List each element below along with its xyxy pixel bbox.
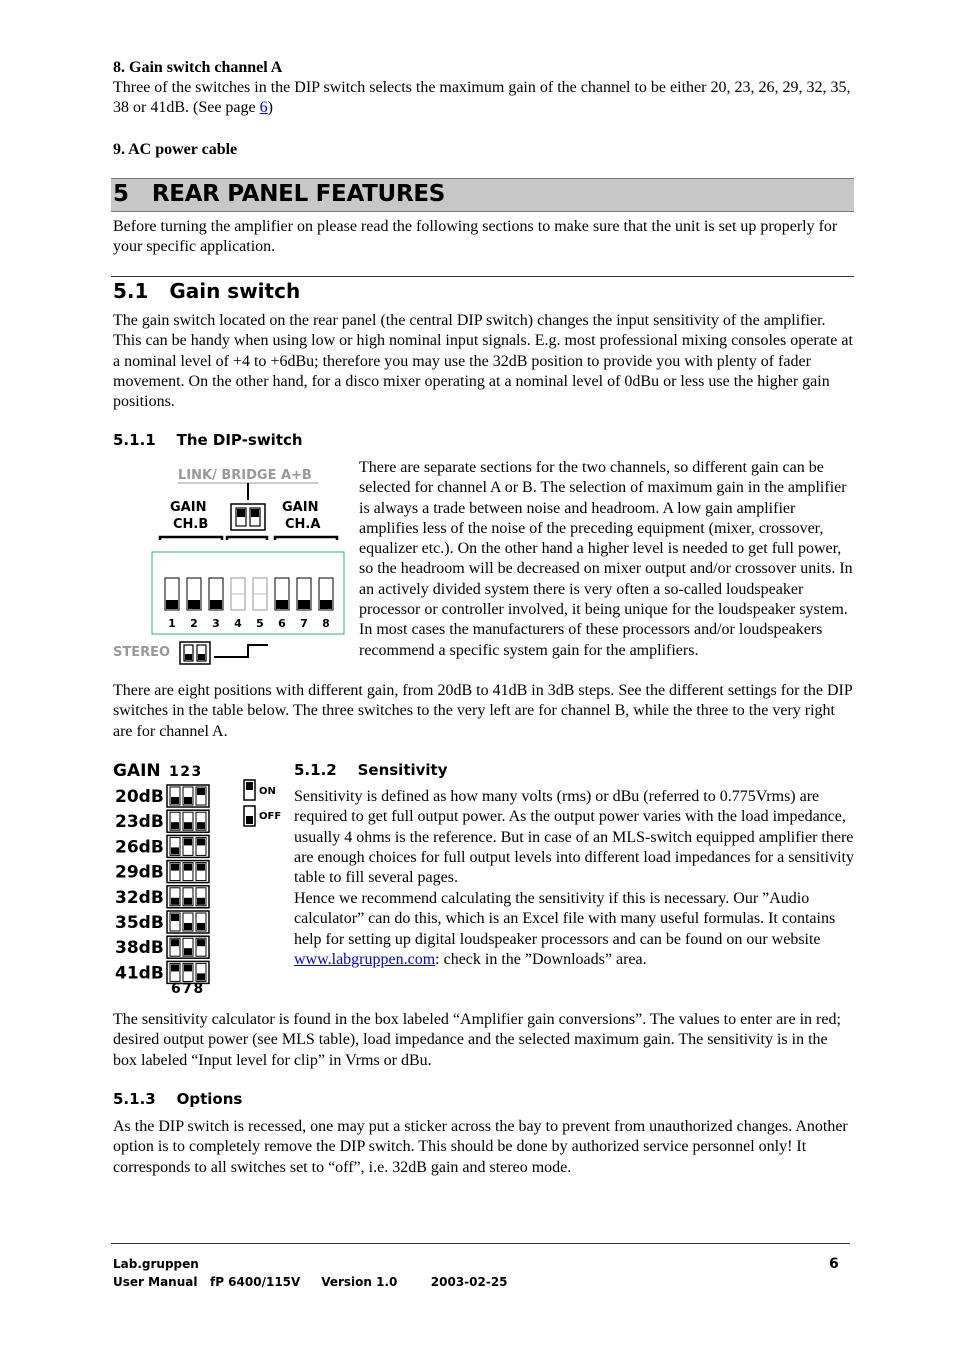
dip-switch-number: 6 (278, 617, 286, 630)
dip-switch (231, 578, 245, 610)
footer-divider (111, 1243, 850, 1244)
item8-text (113, 78, 855, 119)
dip-switch-number: 5 (256, 617, 264, 630)
item8-text-before: Three of the switches in the DIP switch selects the maximum gain of the channel to be either 20, 23, 26, 29, 32, 35, 38 or 41dB. (See page (113, 79, 851, 117)
gain-row-label: 41dB (115, 963, 164, 984)
dip-switch-diagram-svg (110, 460, 350, 670)
off-label: OFF (259, 811, 282, 822)
dip-switch (209, 578, 223, 610)
on-off-legend-svg (240, 778, 290, 830)
section5-1-title: 5.1 Gain switch (113, 279, 301, 303)
gain-table-row (115, 911, 209, 933)
dip-switch-number: 2 (190, 617, 198, 630)
section5-1-3-title: 5.1.3 Options (113, 1090, 243, 1108)
sensitivity-text-1: Sensitivity is defined as how many volts (rms) or dBu (referred to 0.775Vrms) are required to get full output power. As the output power varies with the load impedance, usually 4 ohms is the reference. But in case of an MLS-switch equipped amplifier there are enough choices for full output levels into different load impedances for a sensitivity table to fill several pages. (294, 788, 854, 887)
dip-switch-positions-text: There are eight positions with different gain, from 20dB to 41dB in 3dB steps. See the different settings for the DIP switches in the table below. The three switches to the very left are for channel B, while the three to the very right are for channel A. (113, 682, 853, 740)
gain-row-label: 20dB (115, 787, 164, 807)
dip-switch-number: 3 (212, 617, 220, 630)
footer-company: Lab.gruppen (113, 1257, 199, 1271)
sensitivity-text-2 (294, 889, 856, 970)
gain-table-row (115, 861, 209, 883)
dip-switch-description: There are separate sections for the two channels, so different gain can be selected for channel A or B. The selection of maximum gain in the amplifier is always a trade between noise and headroom. A low gain amplifier amplifies less of the noise of the preceding equipment (mixer, crossover, equalizer etc.). On the other hand a higher level is needed to get full power, so the headroom will be decreased on mixer output and/or crossover units. In an actively divided system there is very often a so-called loudspeaker processor or controller involved, it being unique for the loudspeaker system. In most cases the manufacturers of these processors and/or loudspeakers recommend a specific system gain for the amplifiers. (359, 459, 853, 659)
stereo-label: STEREO (113, 645, 171, 660)
gain-row-label: 35dB (115, 913, 164, 933)
dip-switch-diagram (110, 460, 350, 670)
section5-1-2-title: 5.1.2 Sensitivity (294, 761, 448, 779)
gain-table-row (115, 886, 209, 908)
gain-table-row (115, 936, 209, 958)
dip-switch (165, 578, 179, 610)
gain-table-header: GAIN (113, 761, 161, 781)
dip-switch-number: 8 (322, 617, 330, 630)
section5-intro: Before turning the amplifier on please read the following sections to make sure that the unit is set up properly for your specific application. (113, 218, 838, 256)
gain-table-rows (115, 785, 209, 983)
on-off-legend (240, 778, 290, 830)
dip-switch-number: 7 (300, 617, 308, 630)
gain-table-row (115, 785, 209, 807)
gain-row-label: 26dB (115, 837, 164, 858)
section5-1-1-title: 5.1.1 The DIP-switch (113, 431, 303, 449)
on-label: ON (259, 786, 276, 797)
dip-switch (187, 578, 201, 610)
section5-1-body: The gain switch located on the rear panel (the central DIP switch) changes the input sensitivity of the amplifier. This can be handy when using low or high nominal input signals. E.g. most professional mixing consoles operate at a nominal level of +4 to +6dBu; therefore you may use the 32dB position to provide you with plenty of fader movement. On the other hand, for a disco mixer operating at a nominal level of 0dBu or less use the higher gain positions. (113, 312, 853, 411)
options-text: As the DIP switch is recessed, one may put a sticker across the bay to prevent from unauthorized changes. Another option is to completely remove the DIP switch. This should be done by authorized service personnel only! It corresponds to all switches set to “off”, i.e. 32dB gain and stereo mode. (113, 1118, 848, 1176)
sensitivity-text-3: The sensitivity calculator is found in the box labeled “Amplifier gain conversions”. The values to enter are in red; desired output power (see MLS table), load impedance and the selected maximum gain. The sensitivity is in the box labeled “Input level for clip” in Vrms or dBu. (113, 1011, 841, 1069)
website-link[interactable]: www.labgruppen.com (294, 950, 436, 968)
page-number: 6 (829, 1256, 839, 1272)
gain-ch-b-line2: CH.B (173, 517, 209, 532)
page-link[interactable]: 6 (259, 99, 268, 117)
gain-table-row (115, 835, 209, 857)
gain-table-row (115, 810, 209, 832)
section-divider (111, 276, 854, 277)
gain-ch-a-line1: GAIN (282, 500, 319, 515)
section5-title: 5 REAR PANEL FEATURES (113, 181, 446, 207)
footer-manual-info: User Manual fP 6400/115V Version 1.0 2003-02-25 (113, 1275, 508, 1289)
gain-table-header-cols: 123 (169, 764, 203, 780)
gain-table-footer-cols: 678 (171, 981, 205, 997)
gain-row-label: 32dB (115, 887, 164, 908)
gain-ch-b-line1: GAIN (170, 500, 207, 515)
gain-ch-a-line2: CH.A (285, 517, 321, 532)
dip-switch (253, 578, 267, 610)
dip-switch (319, 578, 333, 610)
link-bridge-label: LINK/ BRIDGE A+B (178, 468, 312, 483)
gain-row-label: 23dB (115, 812, 164, 833)
gain-row-label: 29dB (115, 862, 164, 883)
gain-row-label: 38dB (115, 938, 164, 959)
item8-text-after: ) (267, 99, 273, 117)
sensitivity-text-2-after: : check in the ”Downloads” area. (435, 950, 647, 968)
dip-switch (275, 578, 289, 610)
sensitivity-text-2-before: Hence we recommend calculating the sensitivity if this is necessary. Our ”Audio calculator” can do this, which is an Excel file with many useful formulas. It contains help for setting up digital loudspeaker processors and can be found on our website (294, 890, 836, 948)
dip-switch (297, 578, 311, 610)
item8-heading: 8. Gain switch channel A (113, 59, 283, 76)
dip-switch-number: 4 (234, 617, 242, 630)
item9-heading: 9. AC power cable (113, 141, 238, 158)
dip-switch-number: 1 (168, 617, 176, 630)
